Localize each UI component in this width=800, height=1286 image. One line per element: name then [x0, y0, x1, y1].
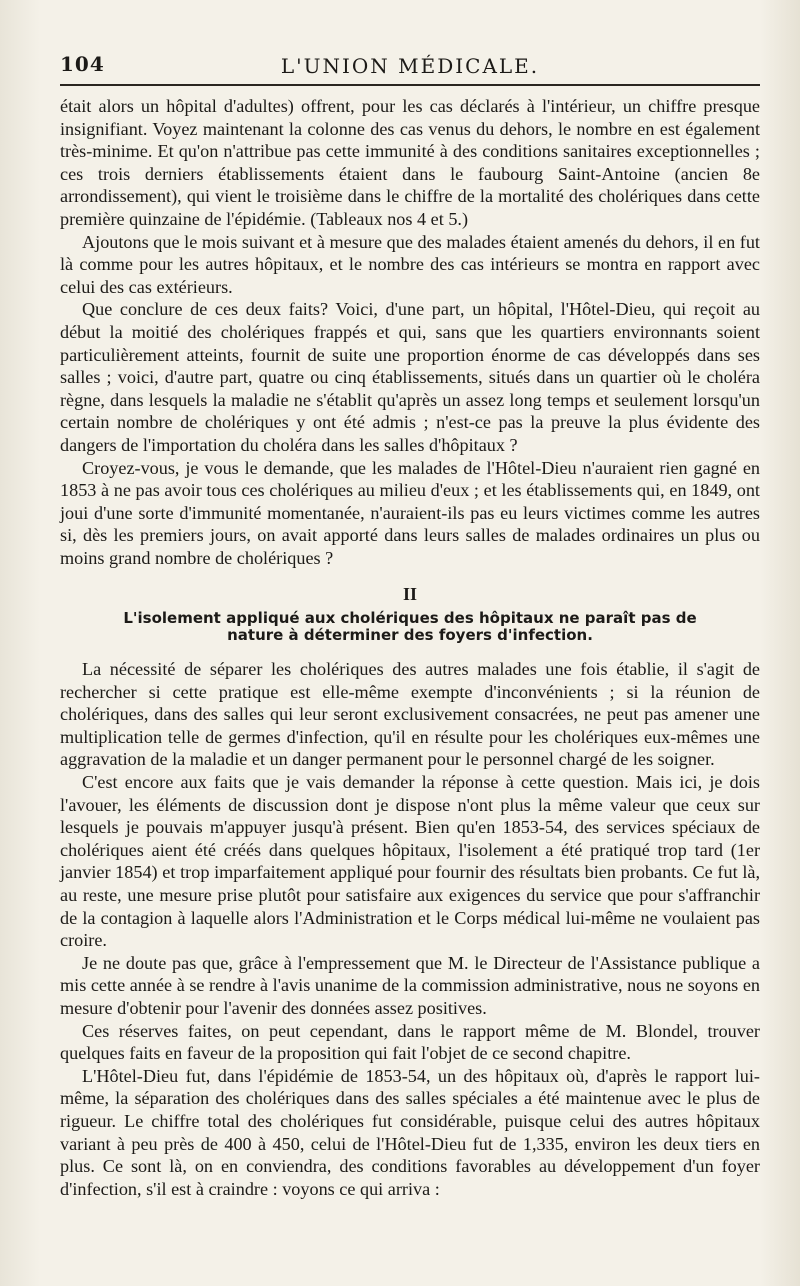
section-number: II	[402, 584, 417, 605]
paragraph: Croyez-vous, je vous le demande, que les malades de l'Hôtel-Dieu n'auraient rien gagné en 1853 à ne pas avoir tous ces cholériques au milieu d'eux ; et les établissements qui, en 1849, ont joui d'une sorte d'immunité momentanée, n'auraient-ils pas eu leurs victimes comme les autres si, dès les premiers jours, on avait apporté dans leurs salles de malades ordinaires un plus ou moins grand nombre de cholériques ?	[60, 457, 760, 568]
paragraph: Que conclure de ces deux faits? Voici, d'une part, un hôpital, l'Hôtel-Dieu, qui reçoit au début la moitié des cholériques frappés et qui, sans que les quartiers environnants soient particulièrement atteints, fournit de suite une proportion énorme de cas développés dans ses salles ; voici, d'autre part, quatre ou cinq établissements, situés dans un quartier où le choléra règne, dans lesquels la maladie ne s'établit qu'après un assez long temps et seulement lorsqu'un certain nombre de cholériques y ont été admis ; n'est-ce pas la preuve la plus évidente des dangers de l'importation du choléra dans les salles d'hôpitaux ?	[60, 299, 760, 455]
paragraph: Je ne doute pas que, grâce à l'empressement que M. le Directeur de l'Assistance publique a mis cette année à se rendre à l'avis unanime de la commission administrative, nous ne soyons en mesure d'obtenir pour l'avenir des données assez positives.	[60, 952, 760, 1018]
paragraph: Ajoutons que le mois suivant et à mesure que des malades étaient amenés du dehors, il en fut là comme pour les autres hôpitaux, et le nombre des cas intérieurs se montra en rapport avec celui des cas extérieurs.	[60, 231, 760, 297]
paragraph: C'est encore aux faits que je vais demander la réponse à cette question. Mais ici, je dois l'avouer, les éléments de discussion dont je dispose n'ont plus la même valeur que ceux sur lesquels je pouvais m'appuyer jusqu'à présent. Bien qu'en 1853-54, des services spéciaux de cholériques aient été créés dans quelques hôpitaux, l'isolement a été pratiqué trop tard (1er janvier 1854) et trop imparfaitement appliqué pour fournir des résultats bien probants. Ce fut là, au reste, une mesure prise plutôt pour satisfaire aux exigences du service que pour s'affranchir de la contagion à laquelle alors l'Administration et le Corps médical lui-même ne voulaient pas croire.	[60, 772, 760, 951]
paragraph: Ces réserves faites, on peut cependant, dans le rapport même de M. Blondel, trouver quelques faits en faveur de la proposition qui fait l'objet de ce second chapitre.	[60, 1020, 760, 1064]
paragraph: L'Hôtel-Dieu fut, dans l'épidémie de 1853-54, un des hôpitaux où, d'après le rapport lui-même, la séparation des cholériques dans des salles spéciales a été maintenue avec le plus de rigueur. Le chiffre total des cholériques fut considérable, puisque celui des autres hôpitaux variant à peu près de 400 à 450, celui de l'Hôtel-Dieu fut de 1,335, environ les deux tiers en plus. Ce sont là, on en conviendra, des conditions favorables au développement d'un foyer d'infection, s'il est à craindre : voyons ce qui arriva :	[60, 1065, 760, 1199]
paragraph: était alors un hôpital d'adultes) offrent, pour les cas déclarés à l'intérieur, un chiffre presque insignifiant. Voyez maintenant la colonne des cas venus du dehors, le nombre en est également très-minime. Et qu'on n'attribue pas cette immunité à des conditions sanitaires exceptionnelles ; ces trois derniers établissements étaient dans le faubourg Saint-Antoine (ancien 8e arrondissement), qui vient le troisième dans le chiffre de la mortalité des cholériques dans cette première quinzaine de l'épidémie. (Tableaux nos 4 et 5.)	[60, 96, 760, 229]
page-number: 104	[60, 52, 105, 76]
page-header	[60, 52, 760, 82]
text-block-after	[60, 658, 760, 1200]
running-title: L'UNION MÉDICALE.	[280, 54, 540, 78]
paragraph: La nécessité de séparer les cholériques des autres malades une fois établie, il s'agit de rechercher si cette pratique est elle-même exempte d'inconvénients ; si la réunion de cholériques, dans des salles qui leur seront exclusivement consacrées, ne peut pas amener une multiplication telle de germes d'infection, qu'il en résulte pour les cholériques eux-mêmes une aggravation de la maladie et un danger permanent pour le personnel chargé de les soigner.	[60, 659, 760, 770]
text-block-before	[60, 95, 760, 569]
header-rule	[60, 84, 760, 86]
body-text	[60, 95, 760, 1200]
section-title: L'isolement appliqué aux cholériques des hôpitaux ne paraît pas de nature à déterminer des foyers d'infection.	[123, 609, 697, 645]
